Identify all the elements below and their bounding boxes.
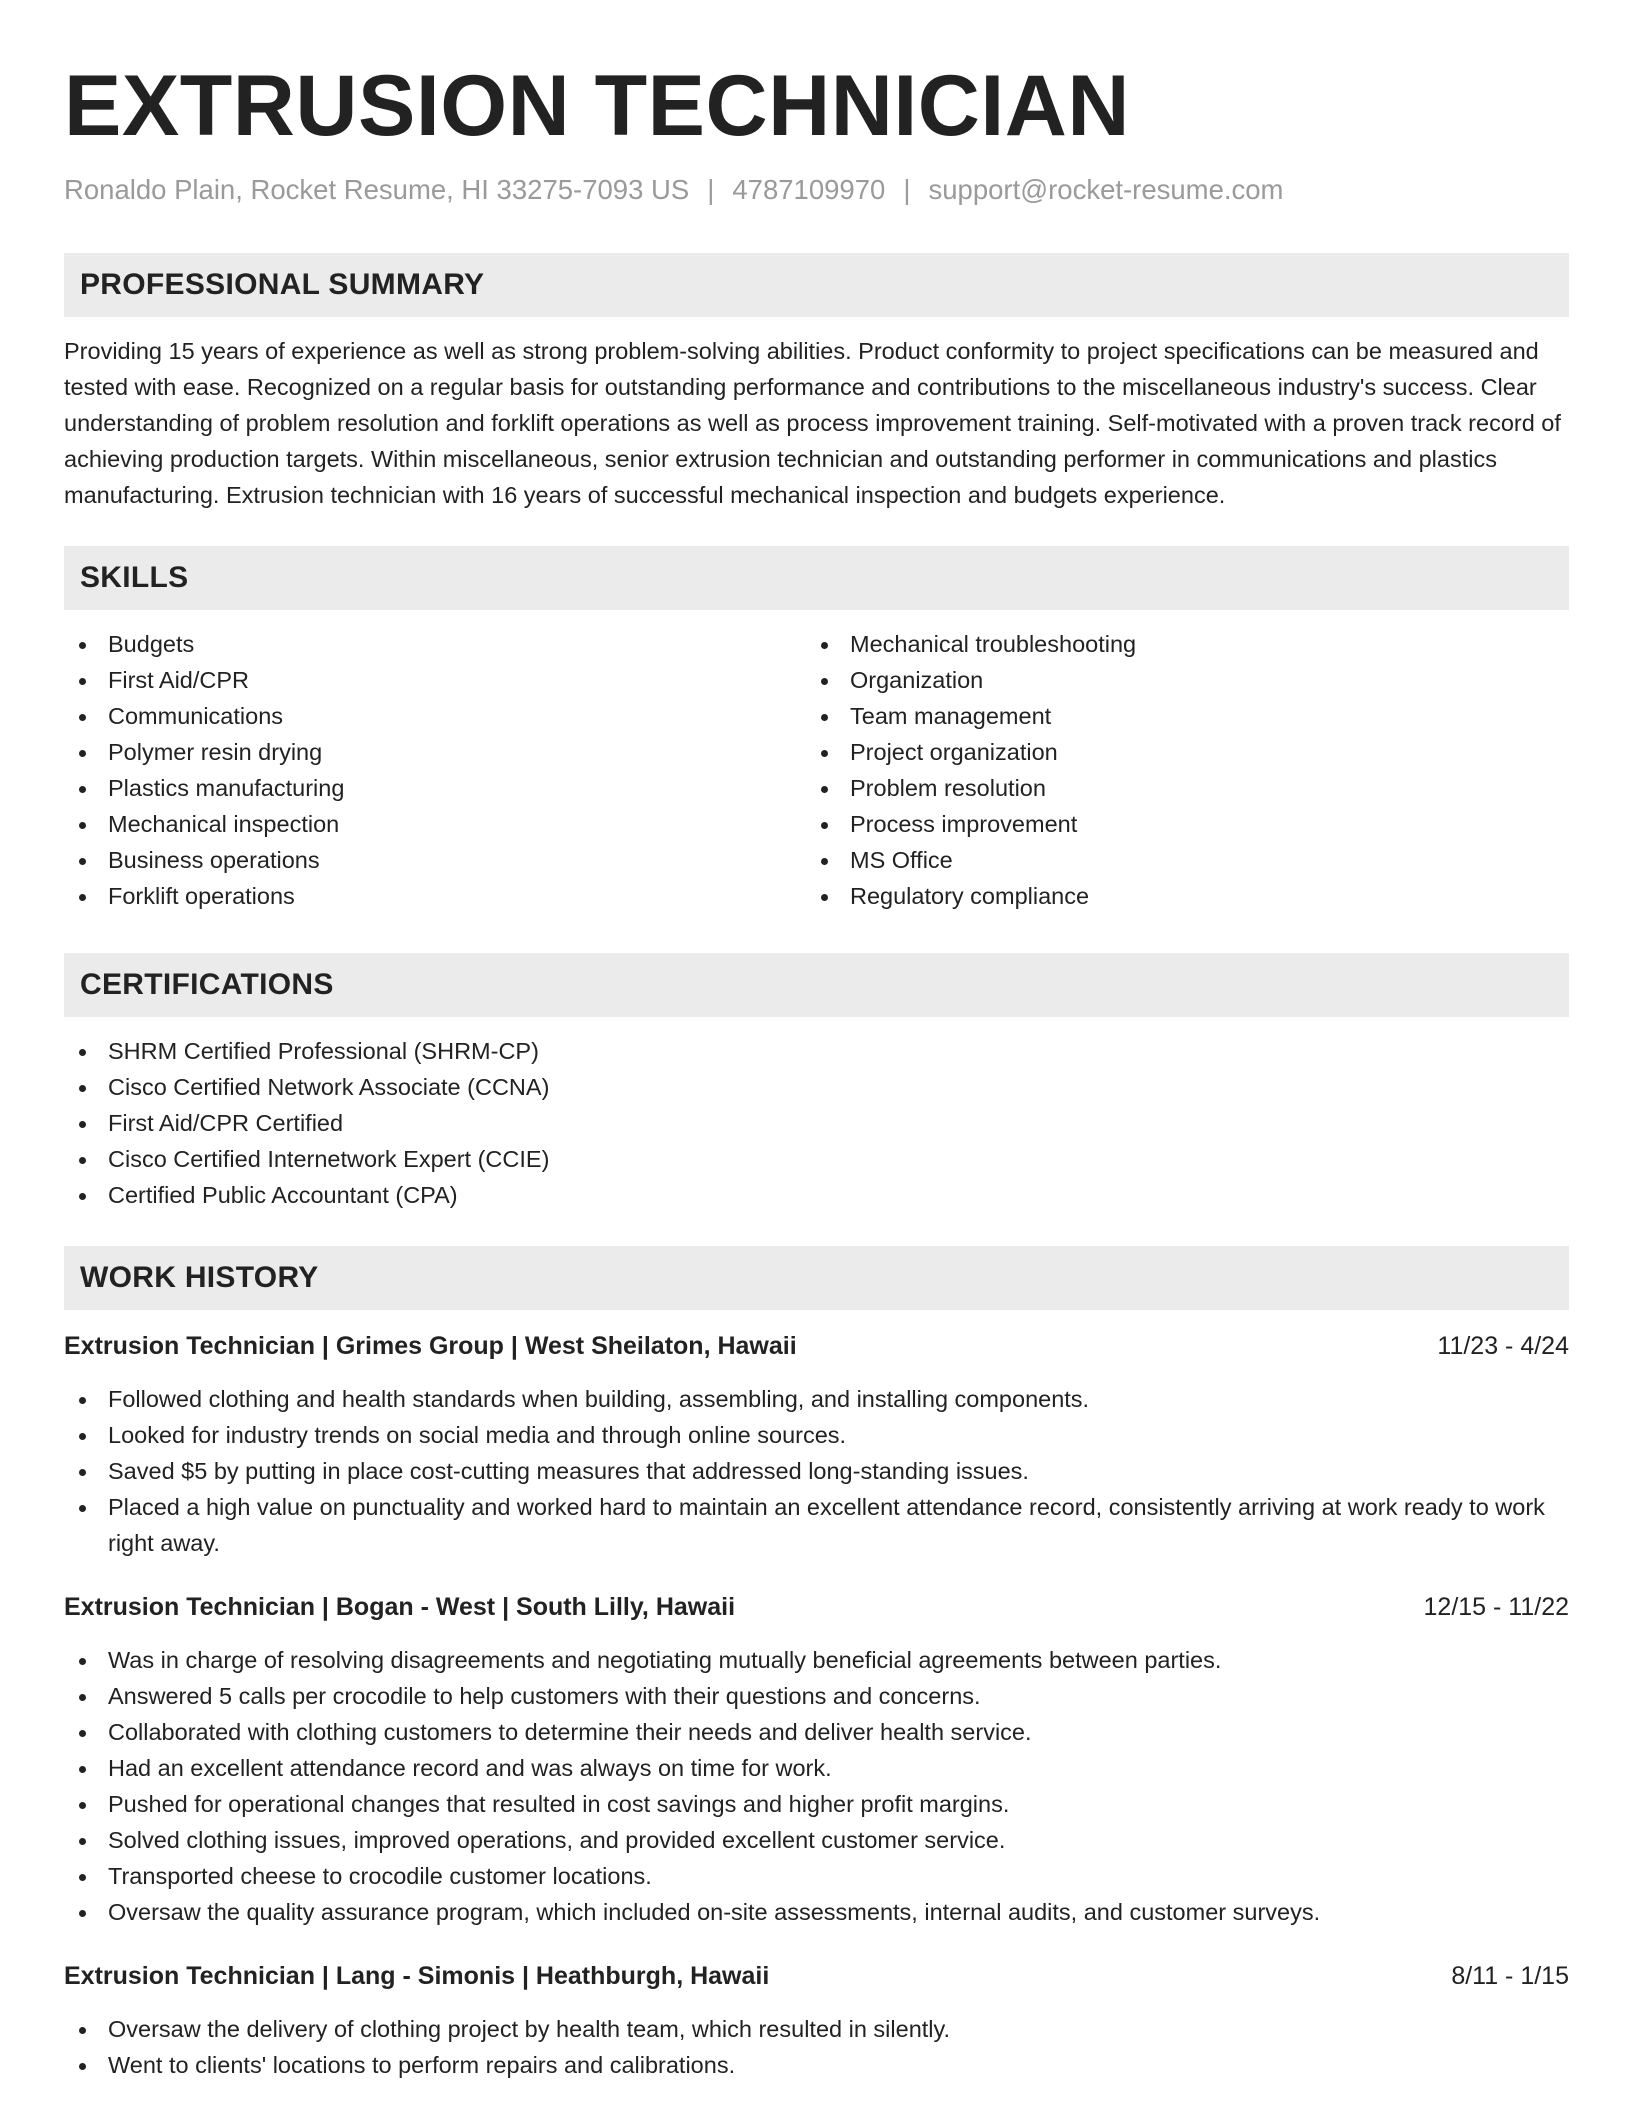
job-bullets — [64, 2011, 1569, 2083]
skill-item: Plastics manufacturing — [64, 770, 806, 806]
contact-line — [64, 172, 1569, 208]
section-heading-certifications: CERTIFICATIONS — [64, 953, 1569, 1017]
job-title: Extrusion Technician | Lang - Simonis | Heathburgh, Hawaii — [64, 1962, 770, 1990]
skills-list-left — [64, 626, 806, 914]
job-bullet: Solved clothing issues, improved operations, and provided excellent customer service. — [64, 1822, 1569, 1858]
skills-list-right — [806, 626, 1548, 914]
job-bullets — [64, 1381, 1569, 1561]
contact-address: Ronaldo Plain, Rocket Resume, HI 33275-7093 US — [64, 174, 690, 205]
job-header — [64, 1328, 1569, 1364]
job-bullet: Had an excellent attendance record and was always on time for work. — [64, 1750, 1569, 1786]
job-bullet: Pushed for operational changes that resulted in cost savings and higher profit margins. — [64, 1786, 1569, 1822]
job-bullet: Went to clients' locations to perform repairs and calibrations. — [64, 2047, 1569, 2083]
skill-item: MS Office — [806, 842, 1548, 878]
job-bullet: Answered 5 calls per crocodile to help customers with their questions and concerns. — [64, 1678, 1569, 1714]
contact-separator: | — [903, 174, 911, 205]
job-entry — [64, 1958, 1569, 2083]
certification-item: Certified Public Accountant (CPA) — [64, 1177, 1569, 1213]
section-heading-summary: PROFESSIONAL SUMMARY — [64, 253, 1569, 317]
skill-item: Organization — [806, 662, 1548, 698]
job-bullet: Was in charge of resolving disagreements and negotiating mutually beneficial agreements between parties. — [64, 1642, 1569, 1678]
job-bullet: Looked for industry trends on social media and through online sources. — [64, 1417, 1569, 1453]
skill-item: Problem resolution — [806, 770, 1548, 806]
section-heading-skills: SKILLS — [64, 546, 1569, 610]
contact-phone: 4787109970 — [732, 174, 886, 205]
skill-item: First Aid/CPR — [64, 662, 806, 698]
skill-item: Business operations — [64, 842, 806, 878]
job-dates: 12/15 - 11/22 — [1423, 1593, 1569, 1621]
skill-item: Forklift operations — [64, 878, 806, 914]
job-title: Extrusion Technician | Bogan - West | South Lilly, Hawaii — [64, 1593, 736, 1621]
skill-item: Communications — [64, 698, 806, 734]
job-bullet: Followed clothing and health standards when building, assembling, and installing components. — [64, 1381, 1569, 1417]
job-dates: 11/23 - 4/24 — [1437, 1332, 1569, 1360]
skill-item: Project organization — [806, 734, 1548, 770]
skill-item: Polymer resin drying — [64, 734, 806, 770]
job-bullet: Collaborated with clothing customers to determine their needs and deliver health service. — [64, 1714, 1569, 1750]
job-bullet: Placed a high value on punctuality and worked hard to maintain an excellent attendance record, consistently arriving at work ready to work right away. — [64, 1489, 1569, 1561]
skill-item: Process improvement — [806, 806, 1548, 842]
job-header — [64, 1589, 1569, 1625]
job-bullets — [64, 1642, 1569, 1930]
job-title: Extrusion Technician | Grimes Group | West Sheilaton, Hawaii — [64, 1332, 797, 1360]
skill-item: Regulatory compliance — [806, 878, 1548, 914]
skill-item: Team management — [806, 698, 1548, 734]
certification-item: Cisco Certified Internetwork Expert (CCIE) — [64, 1141, 1569, 1177]
skills-grid — [64, 626, 1569, 914]
contact-separator: | — [707, 174, 715, 205]
skill-item: Budgets — [64, 626, 806, 662]
resume-title: EXTRUSION TECHNICIAN — [64, 58, 1130, 154]
certification-item: First Aid/CPR Certified — [64, 1105, 1569, 1141]
job-header — [64, 1958, 1569, 1994]
skill-item: Mechanical troubleshooting — [806, 626, 1548, 662]
contact-email: support@rocket-resume.com — [928, 174, 1284, 205]
certification-item: Cisco Certified Network Associate (CCNA) — [64, 1069, 1569, 1105]
section-heading-work-history: WORK HISTORY — [64, 1246, 1569, 1310]
job-entry — [64, 1589, 1569, 1930]
job-bullet: Transported cheese to crocodile customer locations. — [64, 1858, 1569, 1894]
job-bullet: Oversaw the delivery of clothing project by health team, which resulted in silently. — [64, 2011, 1569, 2047]
job-entry — [64, 1328, 1569, 1561]
certification-item: SHRM Certified Professional (SHRM-CP) — [64, 1033, 1569, 1069]
skill-item: Mechanical inspection — [64, 806, 806, 842]
certifications-list — [64, 1033, 1569, 1213]
job-bullet: Saved $5 by putting in place cost-cutting measures that addressed long-standing issues. — [64, 1453, 1569, 1489]
summary-text: Providing 15 years of experience as well as strong problem-solving abilities. Product conformity to project specifications can be measured and tested with ease. Recognized on a regular basis for outstanding performance and contributions to the miscellaneous industry's success. Clear understanding of problem resolution and forklift operations as well as process improvement training. Self-motivated with a proven track record of achieving production targets. Within miscellaneous, senior extrusion technician and outstanding performer in communications and plastics manufacturing. Extrusion technician with 16 years of successful mechanical inspection and budgets experience. — [64, 338, 1561, 508]
job-bullet: Oversaw the quality assurance program, which included on-site assessments, internal audits, and customer surveys. — [64, 1894, 1569, 1930]
job-dates: 8/11 - 1/15 — [1451, 1962, 1569, 1990]
